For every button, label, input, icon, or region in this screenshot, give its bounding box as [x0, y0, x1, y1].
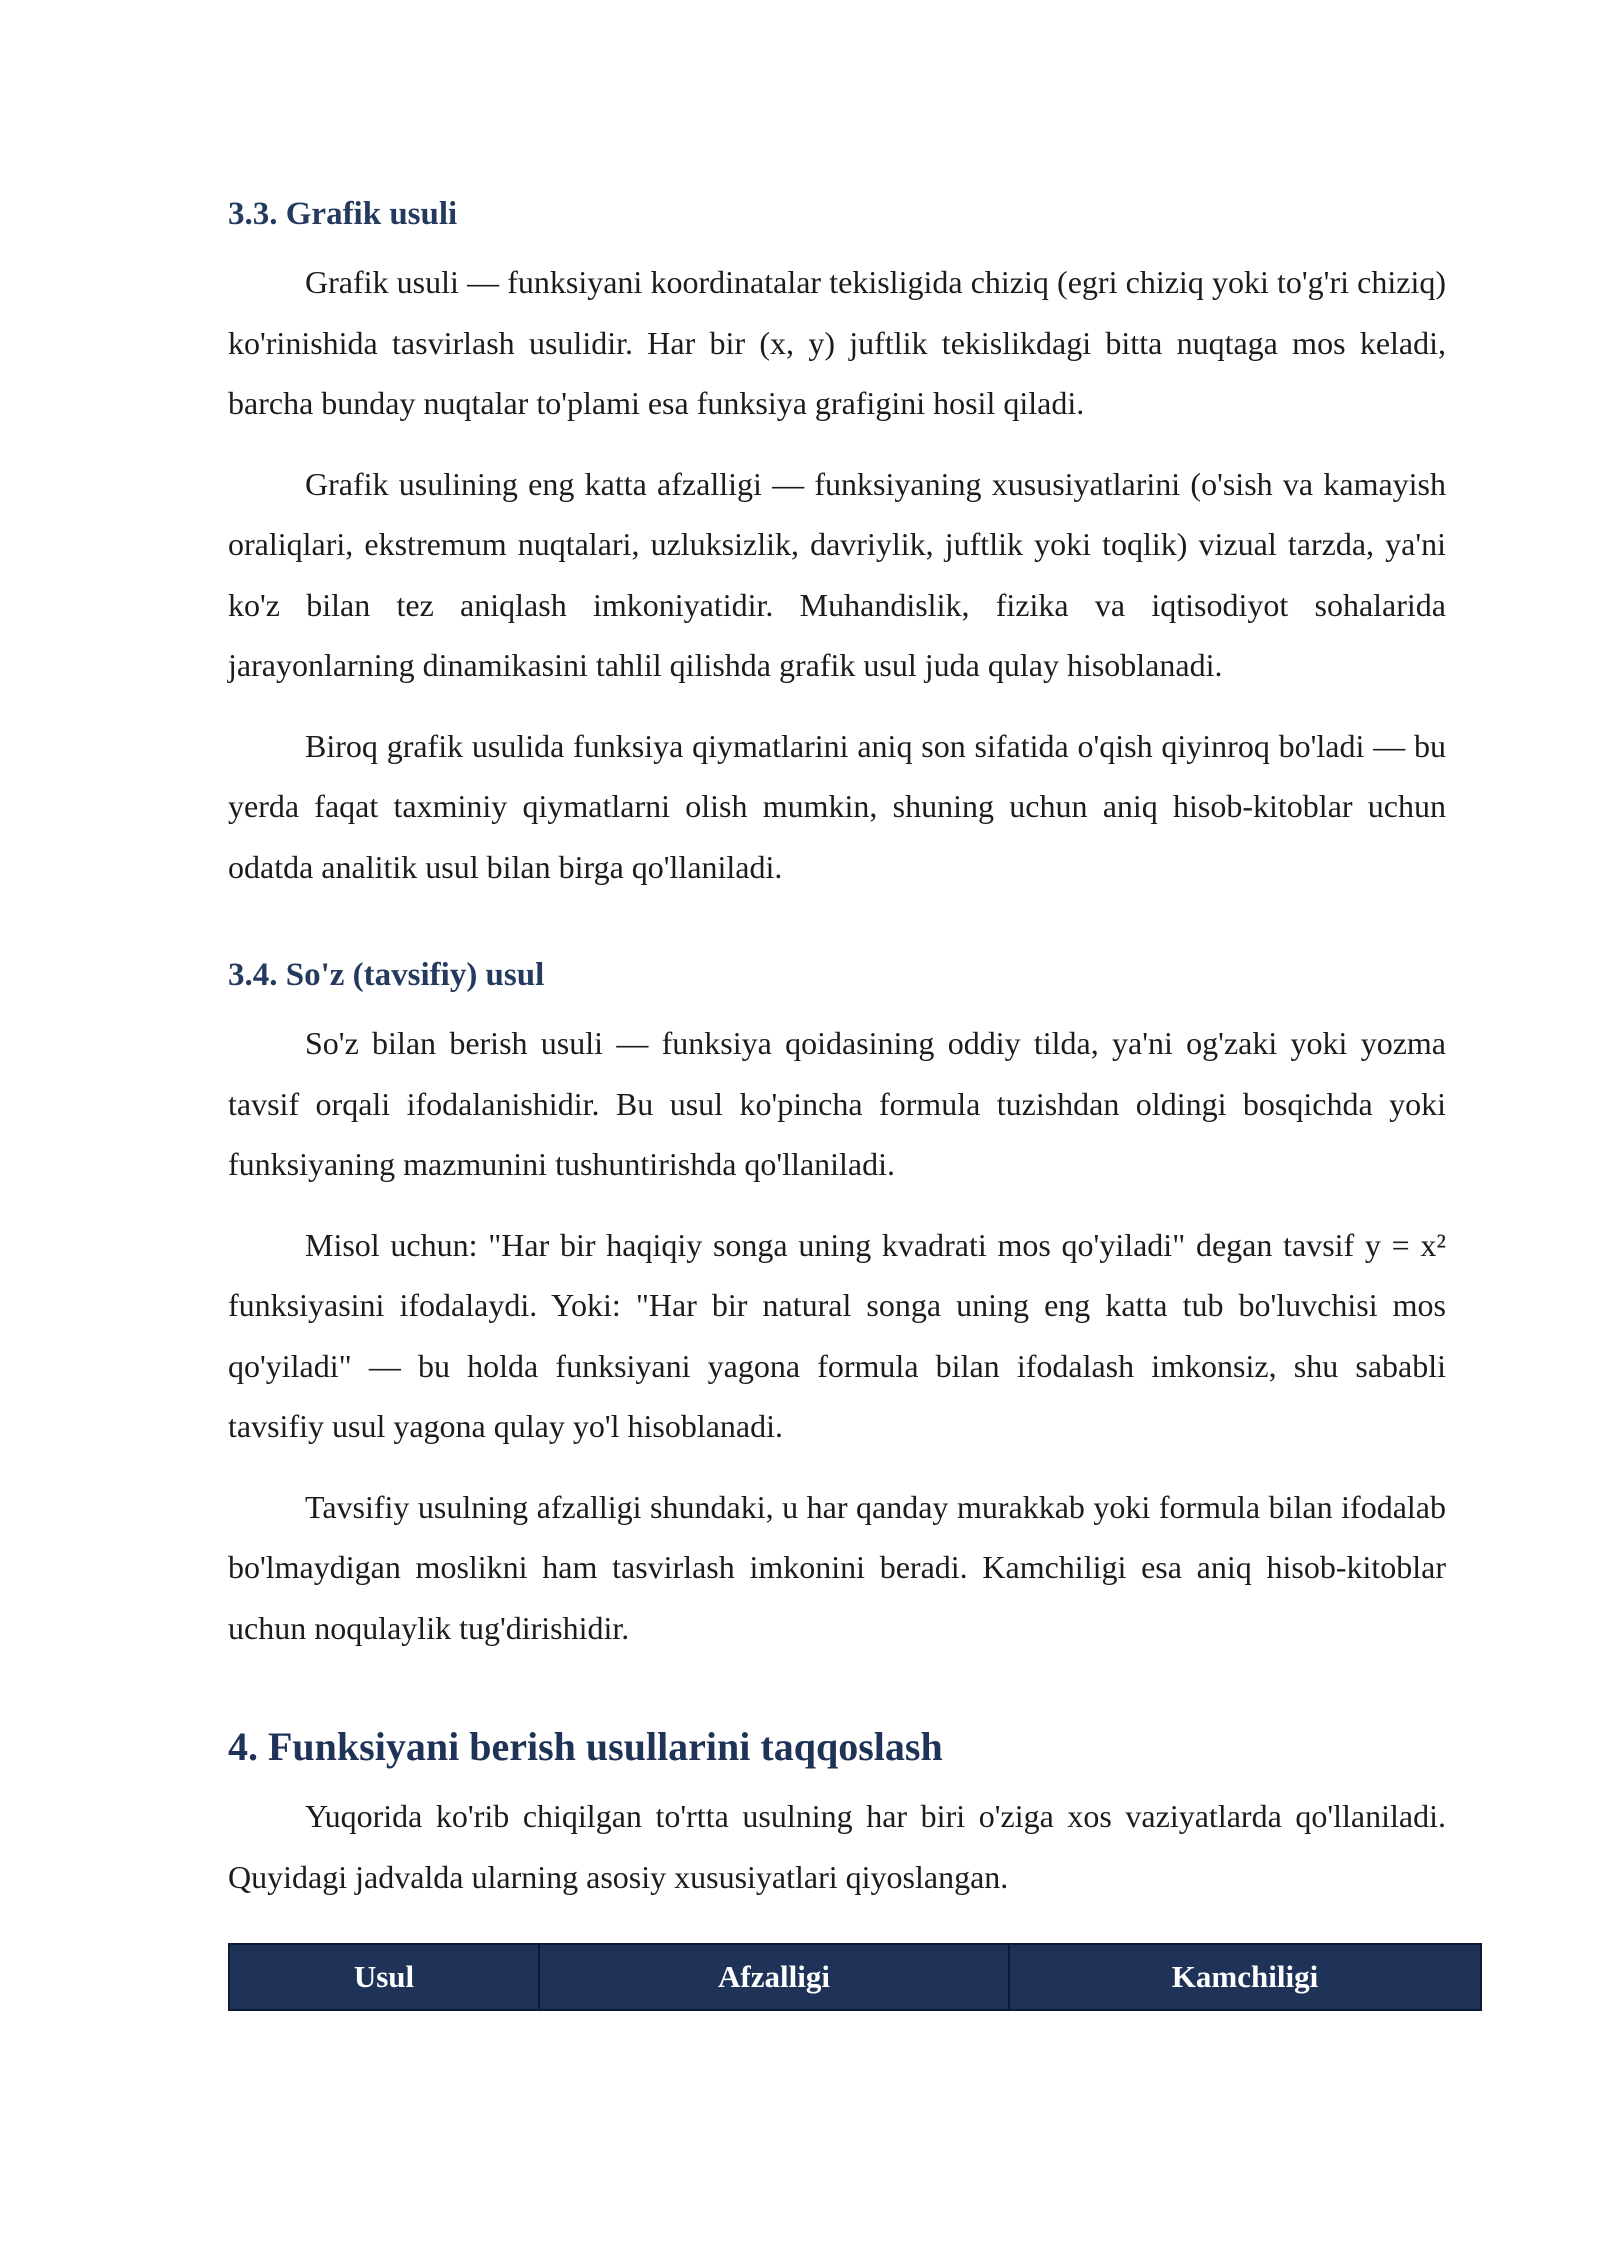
table-header-row [229, 1944, 1481, 2010]
section-heading-3-4: 3.4. So'z (tavsifiy) usul [228, 957, 545, 993]
section-heading-4: 4. Funksiyani berish usullarini taqqoslash [228, 1724, 943, 1769]
paragraph: So'z bilan berish usuli — funksiya qoidasining oddiy tilda, ya'ni og'zaki yoki yozma tavsif orqali ifodalanishidir. Bu usul ko'pincha formula tuzishdan oldingi bosqichda yoki funksiyaning mazmunini tushuntirishda qo'llaniladi. [228, 1025, 1446, 1182]
table-header-kamchiligi: Kamchiligi [1009, 1944, 1481, 2010]
table-header-usul: Usul [229, 1944, 539, 2010]
paragraph: Tavsifiy usulning afzalligi shundaki, u har qanday murakkab yoki formula bilan ifodalab bo'lmaydigan moslikni ham tasvirlash imkonini beradi. Kamchiligi esa aniq hisob-kitoblar uchun noqulaylik tug'dirishidir. [228, 1488, 1446, 1646]
paragraph: Grafik usulining eng katta afzalligi — funksiyaning xususiyatlarini (o'sish va kamayish oraliqlari, ekstremum nuqtalari, uzluksizlik, davriylik, juftlik yoki toqlik) vizual tarzda, ya'ni ko'z bilan tez aniqlash imkoniyatidir. Muhandislik, fizika va iqtisodiyot sohalarida jarayonlarning dinamikasini tahlil qilishda grafik usul juda qulay hisoblanadi. [228, 465, 1446, 683]
comparison-table [228, 1943, 1482, 2011]
section-spacer [228, 917, 1446, 951]
paragraph: Misol uchun: "Har bir haqiqiy songa uning kvadrati mos qo'yiladi" degan tavsif y = x² funksiyasini ifodalaydi. Yoki: "Har bir natural songa uning eng katta tub bo'luvchisi mos qo'yiladi" — bu holda funksiyani yagona formula bilan ifodalash imkonsiz, shu sababli tavsifiy usul yagona qulay yo'l hisoblanadi. [228, 1226, 1446, 1444]
table-header-afzalligi: Afzalligi [539, 1944, 1009, 2010]
section-heading-3-3: 3.3. Grafik usuli [228, 196, 458, 232]
paragraph: Yuqorida ko'rib chiqilgan to'rtta usulning har biri o'ziga xos vaziyatlarda qo'llaniladi. Quyidagi jadvalda ularning asosiy xususiyatlari qiyoslangan. [228, 1798, 1446, 1895]
paragraph: Biroq grafik usulida funksiya qiymatlarini aniq son sifatida o'qish qiyinroq bo'ladi — bu yerda faqat taxminiy qiymatlarni olish mumkin, shuning uchun aniq hisob-kitoblar uchun odatda analitik usul bilan birga qo'llaniladi. [228, 727, 1446, 885]
document-page [228, 190, 1446, 2011]
paragraph: Grafik usuli — funksiyani koordinatalar tekisligida chiziq (egri chiziq yoki to'g'ri chiziq) ko'rinishida tasvirlash usulidir. Har bir (x, y) juftlik tekislikdagi bitta nuqtaga mos keladi, barcha bunday nuqtalar to'plami esa funksiya grafigini hosil qiladi. [228, 264, 1446, 421]
section-spacer [228, 1678, 1446, 1718]
